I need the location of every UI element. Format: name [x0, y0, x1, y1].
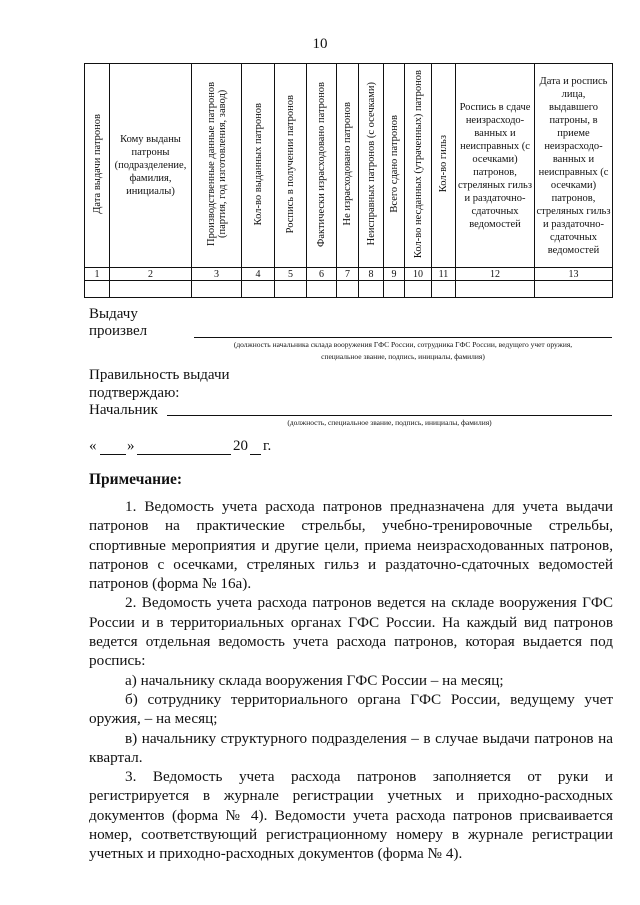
notes-title: Примечание:	[89, 471, 183, 488]
table-cell	[337, 281, 359, 298]
confirm-caption: (должность, специальное звание, подпись, инициалы, фамилия)	[287, 418, 492, 427]
header-cell: Кол-во выданных патронов	[242, 64, 275, 268]
table-cell	[359, 281, 384, 298]
date-day-blank	[100, 454, 126, 455]
column-number: 4	[242, 268, 275, 281]
header-cell: Неисправных патронов (с осечками)	[359, 64, 384, 268]
note-paragraph-2: 2. Ведомость учета расхода патронов ведется на складе вооружения ГФС России и в территориальных органах ГФС России. На каждый вид патронов ведется отдельная ведомость учета расхода патронов, которая выдается под роспись:	[89, 594, 613, 670]
column-number: 2	[110, 268, 192, 281]
column-number: 11	[432, 268, 456, 281]
table-cell	[384, 281, 405, 298]
confirm-label-2: подтверждаю:	[89, 385, 180, 401]
header-cell: Фактически израсходовано патронов	[307, 64, 337, 268]
date-year-prefix: 20	[233, 438, 248, 454]
table-row	[85, 281, 613, 298]
header-cell: Кому выданы патроны (подразделение, фамилия, инициалы)	[110, 64, 192, 268]
header-cell: Кол-во гильз	[432, 64, 456, 268]
date-year-blank	[250, 454, 261, 455]
column-number: 12	[456, 268, 535, 281]
column-number: 1	[85, 268, 110, 281]
header-cell: Не израсходовано патронов	[337, 64, 359, 268]
issued-by-caption-1: (должность начальника склада вооружения ГФС России, сотрудника ГФС России, ведущего учет оружия,	[233, 340, 573, 349]
cartridge-ledger-table	[84, 63, 613, 298]
note-paragraph-3: 3. Ведомость учета расхода патронов заполняется от руки и регистрируется в журнале регистрации учетных и приходно-расходных документов (форма № 4). Ведомости учета расхода патронов присваивается номер, соответствующий регистрационному номеру в журнале регистрации учетных и приходно-расходных документов (форма № 4).	[89, 768, 613, 863]
column-number: 13	[535, 268, 613, 281]
table-cell	[242, 281, 275, 298]
column-number-row	[85, 268, 613, 281]
date-open-quote: «	[89, 438, 97, 454]
page-number: 10	[312, 36, 328, 52]
column-number: 5	[275, 268, 307, 281]
header-cell: Всего сдано патронов	[384, 64, 405, 268]
table-cell	[85, 281, 110, 298]
column-number: 3	[192, 268, 242, 281]
issued-by-signature-line	[194, 337, 612, 338]
column-number: 10	[405, 268, 432, 281]
table-cell	[192, 281, 242, 298]
issued-by-label-1: Выдачу	[89, 306, 138, 322]
date-close-quote: »	[127, 438, 135, 454]
table-cell	[275, 281, 307, 298]
issued-by-caption-2: специальное звание, подпись, инициалы, фамилия)	[321, 352, 485, 361]
table-cell	[432, 281, 456, 298]
header-cell: Роспись в сдаче неизрасходо-ванных и неисправных (с осечками) патронов, стреляных гильз и раздаточно-сдаточных ведомостей	[456, 64, 535, 268]
header-cell: Производственные данные патронов (партия, год изготовления, завод)	[192, 64, 242, 268]
issued-by-label-2: произвел	[89, 323, 148, 339]
table-cell	[535, 281, 613, 298]
column-number: 9	[384, 268, 405, 281]
table-cell	[456, 281, 535, 298]
note-item-c: в) начальнику структурного подразделения – в случае выдачи патронов на квартал.	[89, 729, 613, 766]
column-number: 8	[359, 268, 384, 281]
header-cell: Роспись в получении патронов	[275, 64, 307, 268]
column-number: 6	[307, 268, 337, 281]
notes-body	[89, 497, 613, 864]
note-paragraph-1: 1. Ведомость учета расхода патронов предназначена для учета выдачи патронов на практические стрельбы, учебно-тренировочные стрельбы, спортивные мероприятия и другие цели, приема неизрасходованных патронов, патронов с осечками, стреляных гильз и раздаточно-сдаточных ведомостей патронов (форма № 16а).	[89, 498, 613, 593]
table-cell	[110, 281, 192, 298]
table-cell	[405, 281, 432, 298]
column-number: 7	[337, 268, 359, 281]
note-item-b: б) сотруднику территориального органа ГФС России, ведущему учет оружия, – на месяц;	[89, 690, 613, 728]
header-cell: Дата и роспись лица, выдавшего патроны, в приеме неизрасходо-ванных и неисправных (с осечками) патронов, стреляных гильз и раздаточно-сдаточных ведомостей	[535, 64, 613, 268]
header-cell: Кол-во несданных (утраченных) патронов	[405, 64, 432, 268]
confirm-label-1: Правильность выдачи	[89, 367, 230, 383]
table-cell	[307, 281, 337, 298]
date-year-suffix: г.	[263, 438, 272, 454]
note-item-a: а) начальнику склада вооружения ГФС России – на месяц;	[125, 671, 504, 689]
confirm-label-3: Начальник	[89, 402, 158, 418]
header-cell: Дата выдачи патронов	[85, 64, 110, 268]
confirm-signature-line	[167, 415, 612, 416]
date-month-blank	[137, 454, 231, 455]
table-header-row	[85, 64, 613, 268]
